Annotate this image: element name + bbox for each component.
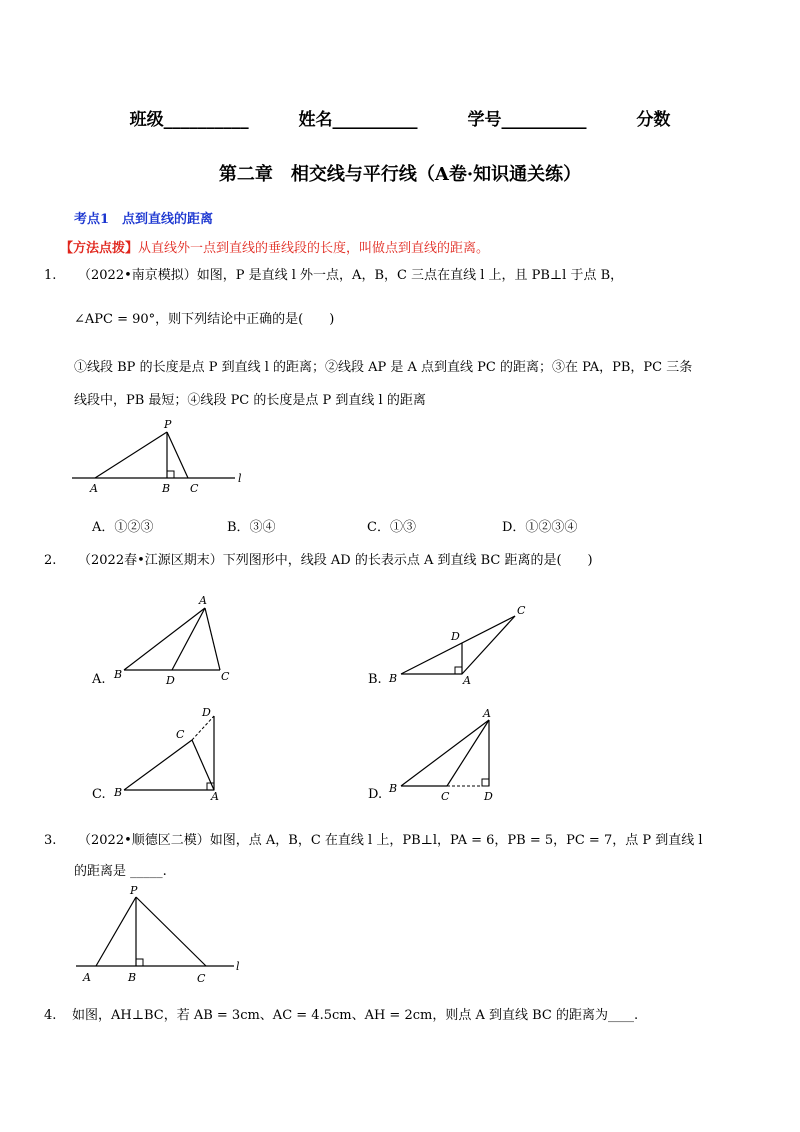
segment-PC bbox=[136, 897, 206, 966]
label-B: B bbox=[162, 482, 171, 495]
segment-BC bbox=[401, 616, 515, 674]
label-B: B bbox=[114, 786, 123, 799]
q1-figure bbox=[60, 410, 260, 500]
name-field: 姓名__________ bbox=[298, 110, 418, 130]
q1-option-d: D．①②③④ bbox=[502, 520, 578, 535]
right-angle-mark bbox=[455, 667, 462, 674]
q3-figure bbox=[66, 882, 266, 992]
q2-fig-c-label: C. bbox=[92, 787, 106, 802]
method-tag: 【方法点拨】 bbox=[60, 241, 139, 256]
student-id-field: 学号__________ bbox=[467, 110, 587, 130]
label-C: C bbox=[190, 482, 199, 495]
q2-figure-d bbox=[385, 704, 515, 804]
label-C: C bbox=[176, 728, 185, 741]
q2-fig-a-label: A. bbox=[92, 672, 106, 687]
q2-text: （2022春•江源区期末）下列图形中，线段 AD 的长表示点 A 到直线 BC 距离的是( ) bbox=[78, 553, 593, 568]
label-D: D bbox=[484, 790, 493, 803]
student-info-header bbox=[0, 105, 800, 130]
segment-AC bbox=[205, 608, 220, 670]
label-B: B bbox=[389, 782, 398, 795]
q1-option-b: B．③④ bbox=[227, 520, 276, 535]
q2-fig-d-label: D. bbox=[368, 787, 383, 802]
label-l: l bbox=[238, 472, 242, 485]
segment-PA bbox=[95, 432, 167, 478]
label-C: C bbox=[517, 604, 526, 617]
q1-number: 1. bbox=[44, 268, 57, 283]
q3-line1: （2022•顺德区二模）如图，点 A，B，C 在直线 l 上，PB⊥l，PA = 6，PB = 5，PC = 7，点 P 到直线 l bbox=[78, 833, 703, 848]
segment-AC bbox=[462, 616, 515, 674]
label-B: B bbox=[128, 971, 137, 984]
segment-BC bbox=[124, 740, 192, 790]
label-D: D bbox=[451, 630, 460, 643]
label-A: A bbox=[211, 790, 219, 803]
q2-number: 2. bbox=[44, 553, 57, 568]
q1-line3: ①线段 BP 的长度是点 P 到直线 l 的距离；②线段 AP 是 A 点到直线 PC 的距离；③在 PA，PB，PC 三条 bbox=[74, 360, 693, 375]
q1-line4: 线段中，PB 最短；④线段 PC 的长度是点 P 到直线 l 的距离 bbox=[74, 393, 426, 408]
label-C: C bbox=[221, 670, 230, 683]
label-A: A bbox=[483, 707, 491, 720]
label-B: B bbox=[114, 668, 123, 681]
class-field: 班级__________ bbox=[129, 110, 249, 130]
label-A: A bbox=[199, 594, 207, 607]
q3-line2: 的距离是 _____. bbox=[74, 864, 167, 879]
q1-option-c: C．①③ bbox=[367, 520, 416, 535]
segment-BA bbox=[124, 608, 205, 670]
label-C: C bbox=[197, 972, 206, 985]
segment-AD bbox=[172, 608, 205, 670]
q3-number: 3. bbox=[44, 833, 57, 848]
q2-figure-c bbox=[110, 706, 240, 806]
score-field: 分数 bbox=[636, 110, 671, 130]
right-angle-mark bbox=[482, 779, 489, 786]
label-C: C bbox=[441, 790, 450, 803]
label-A: A bbox=[90, 482, 98, 495]
method-text: 从直线外一点到直线的垂线段的长度，叫做点到直线的距离。 bbox=[138, 241, 490, 256]
method-tip bbox=[60, 237, 489, 256]
q2-figure-a bbox=[110, 588, 240, 688]
label-D: D bbox=[202, 706, 211, 719]
segment-CA bbox=[447, 720, 489, 786]
q2-figure-b bbox=[385, 598, 545, 688]
q2-fig-b-label: B. bbox=[368, 672, 382, 687]
segment-BA bbox=[401, 720, 489, 786]
label-D: D bbox=[166, 674, 175, 687]
q1-line1: （2022•南京模拟）如图，P 是直线 l 外一点，A，B，C 三点在直线 l 上，且 PB⊥l 于点 B， bbox=[78, 268, 624, 283]
segment-PA bbox=[96, 897, 136, 966]
label-l: l bbox=[236, 960, 240, 973]
label-B: B bbox=[389, 672, 398, 685]
label-P: P bbox=[130, 884, 138, 897]
page-title: 第二章 相交线与平行线（A卷·知识通关练） bbox=[218, 164, 582, 185]
q1-line2: ∠APC = 90°，则下列结论中正确的是( ) bbox=[74, 312, 335, 327]
q1-option-a: A．①②③ bbox=[92, 520, 154, 535]
section-heading: 考点1 点到直线的距离 bbox=[74, 212, 214, 227]
right-angle-mark bbox=[136, 959, 143, 966]
right-angle-mark bbox=[167, 471, 174, 478]
q4-number: 4. bbox=[44, 1008, 57, 1023]
dashed-extension bbox=[192, 716, 214, 740]
label-A: A bbox=[463, 674, 471, 687]
label-P: P bbox=[164, 418, 172, 431]
q4-text: 如图，AH⊥BC，若 AB = 3cm、AC = 4.5cm、AH = 2cm，则点 A 到直线 BC 的距离为____. bbox=[72, 1008, 639, 1023]
label-A: A bbox=[83, 971, 91, 984]
